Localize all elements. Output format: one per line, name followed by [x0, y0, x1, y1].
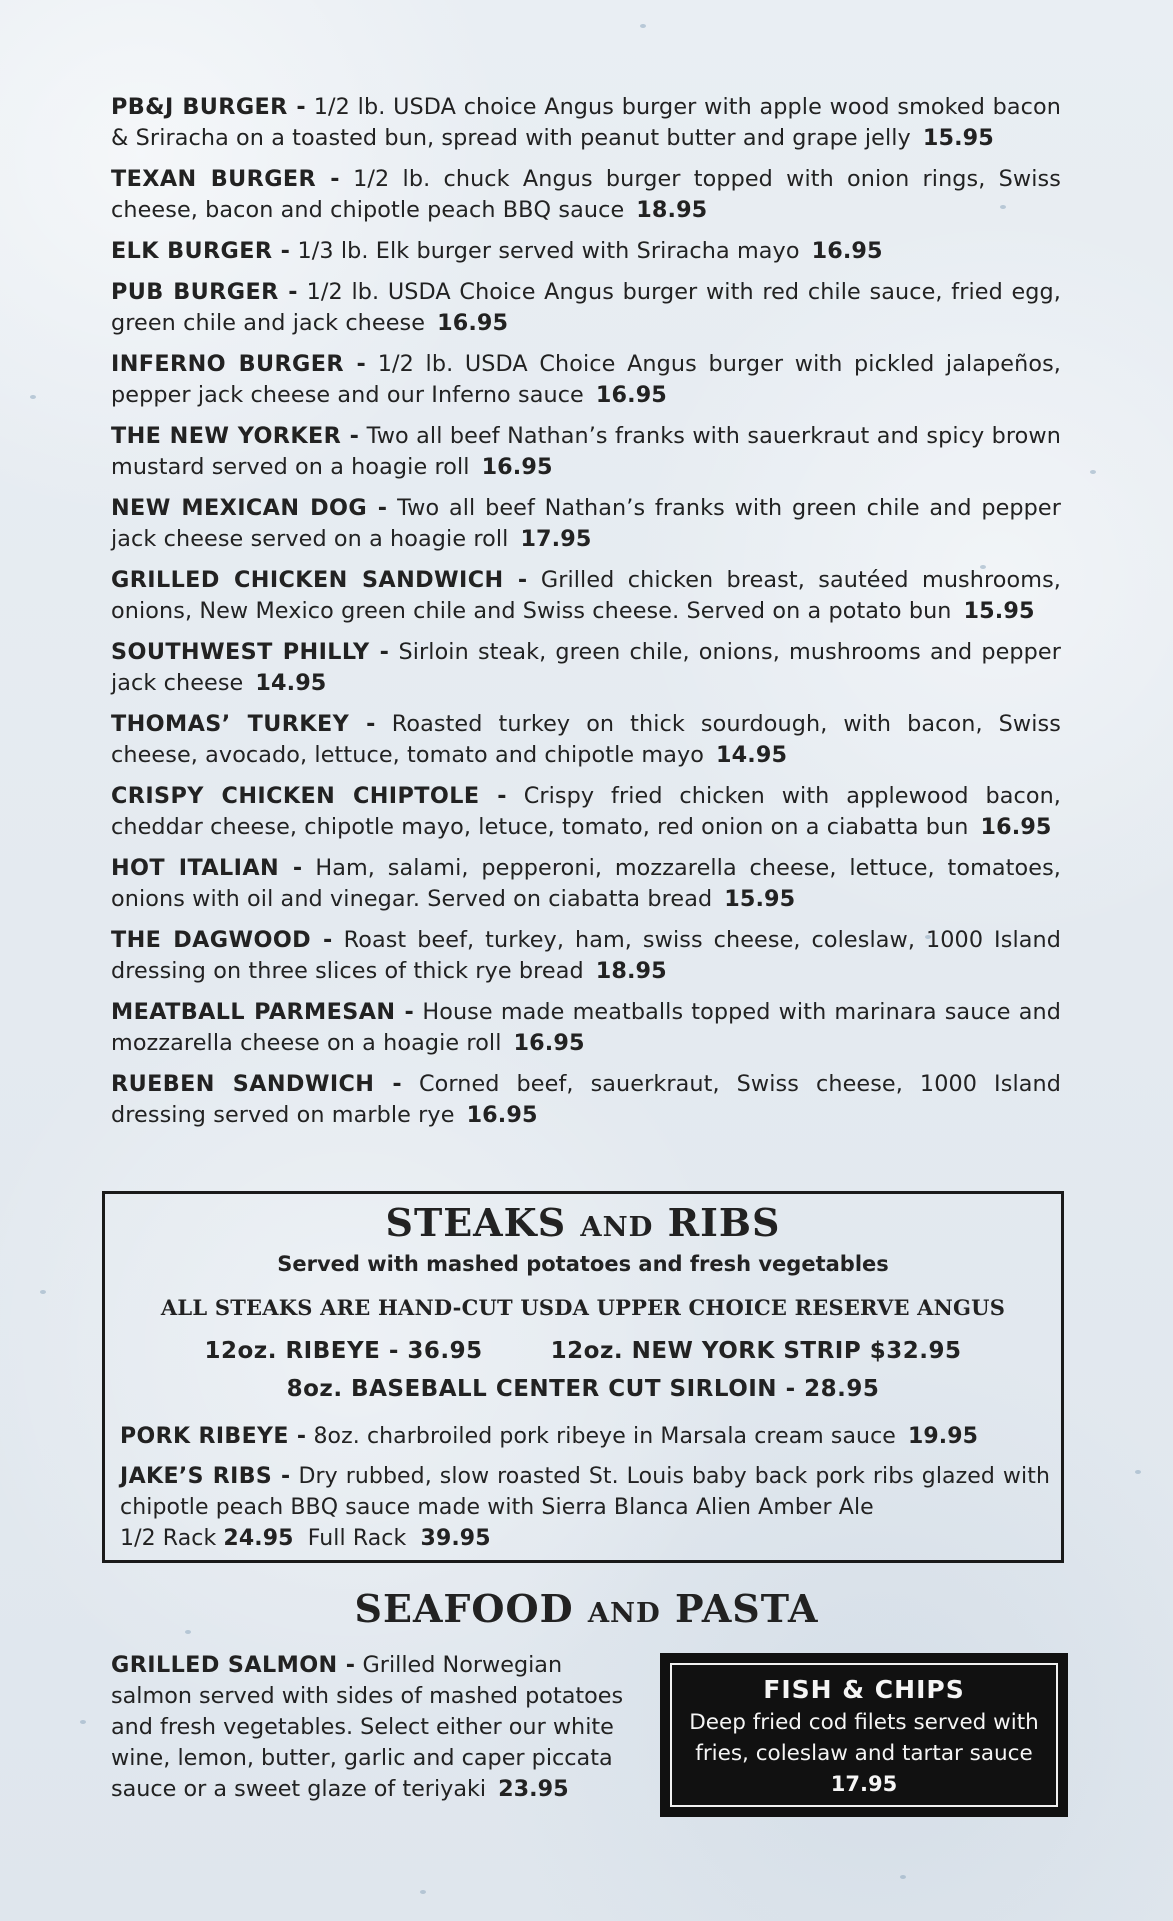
item-description: Sirloin steak, green chile, onions, mushrooms and pepper jack cheese	[111, 639, 1061, 696]
item-description: 1/2 lb. USDA choice Angus burger with apple wood smoked bacon & Sriracha on a toasted bun, spread with peanut butter and grape jelly	[111, 94, 1061, 151]
steaks-note: ALL STEAKS ARE HAND-CUT USDA UPPER CHOICE RESERVE ANGUS	[160, 1295, 1006, 1320]
item-name: INFERNO BURGER -	[111, 351, 367, 377]
item-description: 1/2 lb. USDA Choice Angus burger with pickled jalapeños, pepper jack cheese and our Inferno sauce	[111, 351, 1061, 408]
item-price: 16.95	[811, 238, 883, 264]
section-heading-steaks	[105, 1200, 1061, 1245]
menu-item	[120, 1461, 1050, 1554]
steak-cut: 12oz. NEW YORK STRIP $32.95	[550, 1338, 962, 1364]
item-price: 18.95	[636, 197, 708, 223]
item-price: 14.95	[716, 742, 788, 768]
item-name: SOUTHWEST PHILLY -	[111, 639, 390, 665]
sandwich-list	[111, 92, 1061, 1141]
menu-item	[111, 637, 1061, 699]
rack-label: Full Rack	[307, 1526, 407, 1551]
item-price: 16.95	[513, 1030, 585, 1056]
menu-item	[120, 1421, 1050, 1452]
item-description: Grilled chicken breast, sautéed mushrooms, onions, New Mexico green chile and Swiss cheese. Served on a potato bun	[111, 567, 1061, 624]
heading-word: AND	[587, 1597, 661, 1629]
steak-items	[120, 1421, 1050, 1563]
item-description: House made meatballs topped with marinara sauce and mozzarella cheese on a hoagie roll	[111, 999, 1061, 1056]
menu-item	[111, 925, 1061, 987]
section-subtitle: Served with mashed potatoes and fresh vegetables	[277, 1252, 889, 1276]
heading-word: STEAKS	[385, 1200, 567, 1245]
heading-word: PASTA	[675, 1586, 819, 1631]
item-description: Two all beef Nathan’s franks with green chile and pepper jack cheese served on a hoagie roll	[111, 495, 1062, 552]
menu-item	[111, 236, 1061, 267]
fish-and-chips-panel	[670, 1663, 1058, 1807]
item-price: 16.95	[437, 310, 509, 336]
menu-item	[111, 277, 1061, 339]
item-price: 18.95	[595, 958, 667, 984]
item-name: PORK RIBEYE -	[120, 1424, 307, 1449]
menu-item	[111, 493, 1061, 555]
rack-label: 1/2 Rack	[120, 1526, 217, 1551]
menu-item	[111, 1650, 631, 1805]
item-price: 17.95	[520, 526, 592, 552]
item-name: ELK BURGER -	[111, 238, 291, 264]
item-price: 15.95	[922, 125, 994, 151]
menu-item	[111, 781, 1061, 843]
item-description: Dry rubbed, slow roasted St. Louis baby back pork ribs glazed with chipotle peach BBQ sauce made with Sierra Blanca Alien Amber Ale	[120, 1464, 1050, 1520]
heading-word: RIBS	[667, 1200, 781, 1245]
item-name: MEATBALL PARMESAN -	[111, 999, 415, 1025]
item-name: THE NEW YORKER -	[111, 423, 360, 449]
item-description: Two all beef Nathan’s franks with sauerkraut and spicy brown mustard served on a hoagie roll	[111, 423, 1061, 480]
item-description: Grilled Norwegian salmon served with sides of mashed potatoes and fresh vegetables. Select either our white wine, lemon, butter, garlic and caper piccata sauce or a sweet glaze of teriyaki	[111, 1652, 624, 1802]
item-name: CRISPY CHICKEN CHIPTOLE -	[111, 783, 507, 809]
item-name: THOMAS’ TURKEY -	[111, 711, 376, 737]
item-name: PUB BURGER -	[111, 279, 298, 305]
item-name: RUEBEN SANDWICH -	[111, 1071, 402, 1097]
menu-item	[111, 709, 1061, 771]
item-price: 39.95	[420, 1526, 491, 1551]
menu-item	[111, 92, 1061, 154]
item-name: FISH & CHIPS	[763, 1675, 965, 1704]
menu-item	[111, 349, 1061, 411]
item-price: 16.95	[481, 454, 553, 480]
item-description: 1/2 lb. USDA Choice Angus burger with red chile sauce, fried egg, green chile and jack cheese	[111, 279, 1061, 336]
menu-item	[111, 1069, 1061, 1131]
item-price: 16.95	[466, 1102, 538, 1128]
item-price: 16.95	[595, 382, 667, 408]
menu-item	[111, 421, 1061, 483]
item-name: GRILLED CHICKEN SANDWICH -	[111, 567, 528, 593]
item-description: Crispy fried chicken with applewood bacon, cheddar cheese, chipotle mayo, letuce, tomato, red onion on a ciabatta bun	[111, 783, 1061, 840]
menu-item	[111, 565, 1061, 627]
item-description: Corned beef, sauerkraut, Swiss cheese, 1000 Island dressing served on marble rye	[111, 1071, 1061, 1128]
item-description: Ham, salami, pepperoni, mozzarella cheese, lettuce, tomatoes, onions with oil and vinegar. Served on ciabatta bread	[111, 855, 1061, 912]
item-name: THE DAGWOOD -	[111, 927, 333, 953]
steak-cuts-row	[105, 1338, 1061, 1364]
item-name: HOT ITALIAN -	[111, 855, 303, 881]
item-price: 23.95	[498, 1776, 569, 1802]
heading-word: AND	[580, 1211, 654, 1243]
heading-word: SEAFOOD	[354, 1586, 574, 1631]
item-description: 8oz. charbroiled pork ribeye in Marsala cream sauce	[306, 1424, 896, 1449]
item-name: NEW MEXICAN DOG -	[111, 495, 388, 521]
item-description: Roast beef, turkey, ham, swiss cheese, coleslaw, 1000 Island dressing on three slices of thick rye bread	[111, 927, 1061, 984]
item-name: GRILLED SALMON -	[111, 1652, 356, 1678]
steak-cut: 8oz. BASEBALL CENTER CUT SIRLOIN - 28.95	[286, 1376, 880, 1402]
item-price: 15.95	[963, 598, 1035, 624]
menu-item	[111, 853, 1061, 915]
item-price: 14.95	[255, 670, 327, 696]
steaks-and-ribs-box	[102, 1191, 1064, 1563]
section-heading-seafood	[0, 1586, 1173, 1631]
item-description: 1/3 lb. Elk burger served with Sriracha mayo	[290, 238, 800, 264]
item-price: 16.95	[980, 814, 1052, 840]
item-name: PB&J BURGER -	[111, 94, 307, 120]
item-name: TEXAN BURGER -	[111, 166, 340, 192]
menu-item	[111, 164, 1061, 226]
item-price: 17.95	[830, 1772, 898, 1796]
fish-and-chips-box	[660, 1653, 1068, 1817]
item-description: Deep fried cod filets served with fries, coleslaw and tartar sauce	[689, 1710, 1039, 1766]
item-price: 15.95	[724, 886, 796, 912]
menu-item	[111, 997, 1061, 1059]
item-price: 24.95	[223, 1526, 294, 1551]
item-name: JAKE’S RIBS -	[120, 1464, 291, 1489]
steak-cut: 12oz. RIBEYE - 36.95	[204, 1338, 483, 1364]
item-description: Roasted turkey on thick sourdough, with bacon, Swiss cheese, avocado, lettuce, tomato and chipotle mayo	[111, 711, 1061, 768]
item-description: 1/2 lb. chuck Angus burger topped with onion rings, Swiss cheese, bacon and chipotle peach BBQ sauce	[111, 166, 1061, 223]
item-price: 19.95	[907, 1424, 979, 1449]
